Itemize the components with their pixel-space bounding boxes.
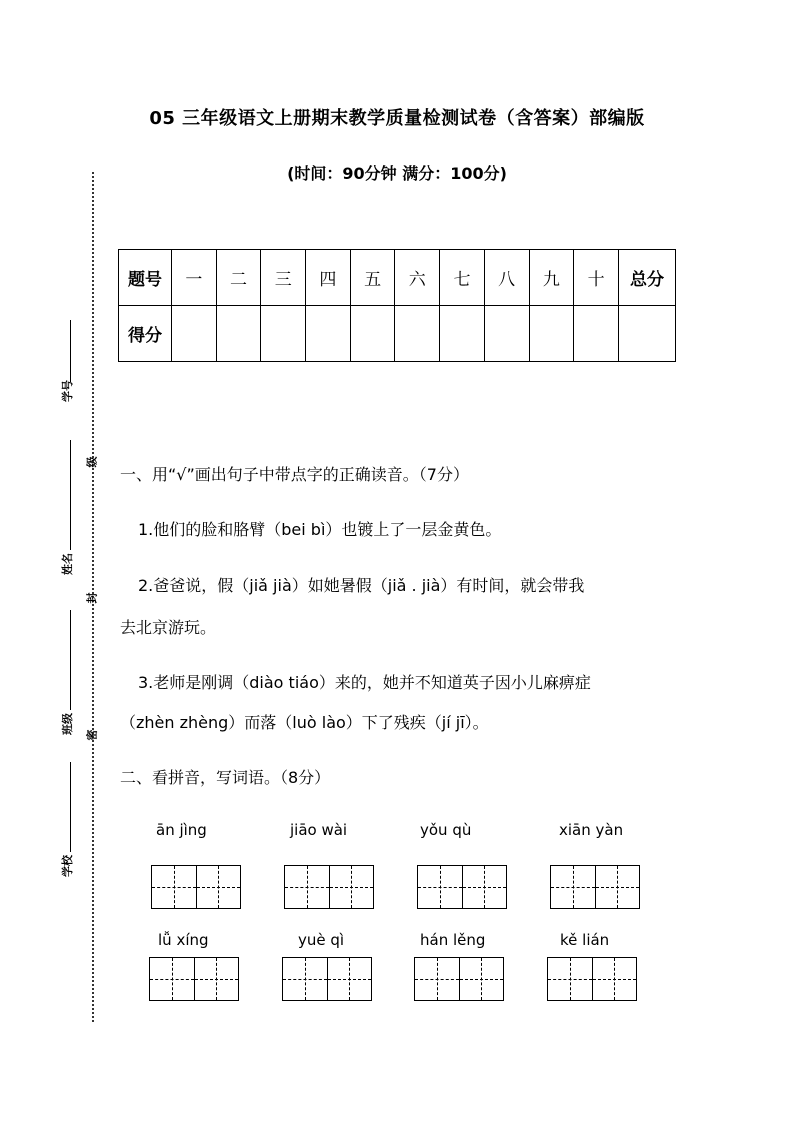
score-input-cell[interactable]: [574, 306, 619, 362]
writing-cell[interactable]: [328, 958, 372, 1000]
score-header-cell: 三: [261, 250, 306, 306]
side-label-ji: 级: [85, 456, 99, 468]
score-input-cell[interactable]: [350, 306, 395, 362]
writing-cell[interactable]: [152, 866, 197, 908]
pinyin-label: xiān yàn: [559, 821, 624, 839]
pinyin-label: lǚ xíng: [158, 931, 209, 949]
side-label-xuehao: 学号: [61, 380, 74, 402]
writing-grid[interactable]: [282, 957, 372, 1001]
writing-cell[interactable]: [195, 958, 239, 1000]
side-line-xuexiao: [70, 762, 71, 852]
writing-cell[interactable]: [197, 866, 241, 908]
score-header-cell: 一: [172, 250, 217, 306]
writing-grid[interactable]: [550, 865, 640, 909]
pinyin-label: yuè qì: [298, 931, 345, 949]
score-header-cell: 七: [440, 250, 485, 306]
pinyin-label: hán lěng: [420, 931, 486, 949]
exam-title: 05 三年级语文上册期末教学质量检测试卷（含答案）部编版: [149, 108, 645, 129]
score-header-cell: 八: [484, 250, 529, 306]
score-input-cell[interactable]: [172, 306, 217, 362]
side-line-xingming: [70, 440, 71, 550]
score-header-cell: 题号: [119, 250, 172, 306]
score-header-cell: 十: [574, 250, 619, 306]
writing-grid[interactable]: [417, 865, 507, 909]
question-2-line2: 去北京游玩。: [120, 618, 217, 637]
score-row-label: 得分: [119, 306, 172, 362]
pinyin-label: yǒu qù: [420, 821, 472, 839]
score-header-cell: 四: [306, 250, 351, 306]
writing-cell[interactable]: [596, 866, 640, 908]
score-header-cell: 总分: [619, 250, 676, 306]
writing-cell[interactable]: [330, 866, 374, 908]
score-input-cell[interactable]: [216, 306, 261, 362]
score-input-cell[interactable]: [306, 306, 351, 362]
pinyin-label: ān jìng: [156, 821, 207, 839]
writing-grid[interactable]: [414, 957, 504, 1001]
pinyin-label: jiāo wài: [290, 821, 348, 839]
side-label-xuexiao: 学校: [61, 855, 74, 877]
writing-cell[interactable]: [283, 958, 328, 1000]
score-input-cell[interactable]: [261, 306, 306, 362]
writing-grid[interactable]: [151, 865, 241, 909]
score-header-cell: 九: [529, 250, 574, 306]
side-label-banji: 班级: [61, 713, 74, 735]
side-label-xingming: 姓名: [61, 553, 74, 575]
score-input-cell[interactable]: [484, 306, 529, 362]
writing-cell[interactable]: [551, 866, 596, 908]
section1-title: 一、用“√”画出句子中带点字的正确读音。（7分）: [120, 465, 469, 484]
score-header-cell: 五: [350, 250, 395, 306]
writing-cell[interactable]: [548, 958, 593, 1000]
side-line-xuehao: [70, 320, 71, 382]
question-1: 1.他们的脸和胳臂（bei bì）也镀上了一层金黄色。: [138, 520, 502, 539]
writing-cell[interactable]: [285, 866, 330, 908]
side-label-feng: 封: [85, 592, 99, 604]
writing-cell[interactable]: [463, 866, 507, 908]
score-table: [118, 249, 676, 362]
score-input-cell[interactable]: [395, 306, 440, 362]
side-label-mi: 密: [85, 729, 99, 741]
score-header-cell: 二: [216, 250, 261, 306]
score-input-cell[interactable]: [440, 306, 485, 362]
writing-cell[interactable]: [415, 958, 460, 1000]
pinyin-label: kě lián: [560, 931, 610, 949]
score-input-cell[interactable]: [619, 306, 676, 362]
score-input-cell[interactable]: [529, 306, 574, 362]
section2-title: 二、看拼音，写词语。（8分）: [120, 768, 331, 787]
writing-cell[interactable]: [593, 958, 637, 1000]
question-3-line1: 3.老师是刚调（diào tiáo）来的，她并不知道英子因小儿麻痹症: [138, 673, 591, 692]
writing-grid[interactable]: [547, 957, 637, 1001]
writing-cell[interactable]: [150, 958, 195, 1000]
score-table-score-row: [119, 306, 676, 362]
writing-cell[interactable]: [460, 958, 504, 1000]
question-2-line1: 2.爸爸说，假（jiǎ jià）如她暑假（jiǎ . jià）有时间，就会带我: [138, 576, 585, 595]
writing-grid[interactable]: [284, 865, 374, 909]
score-table-header-row: [119, 250, 676, 306]
writing-cell[interactable]: [418, 866, 463, 908]
exam-subtitle: (时间：90分钟 满分：100分): [287, 164, 507, 183]
question-3-line2: （zhèn zhèng）而落（luò lào）下了残疾（jí jī）。: [120, 713, 489, 732]
side-line-banji: [70, 610, 71, 710]
score-header-cell: 六: [395, 250, 440, 306]
writing-grid[interactable]: [149, 957, 239, 1001]
